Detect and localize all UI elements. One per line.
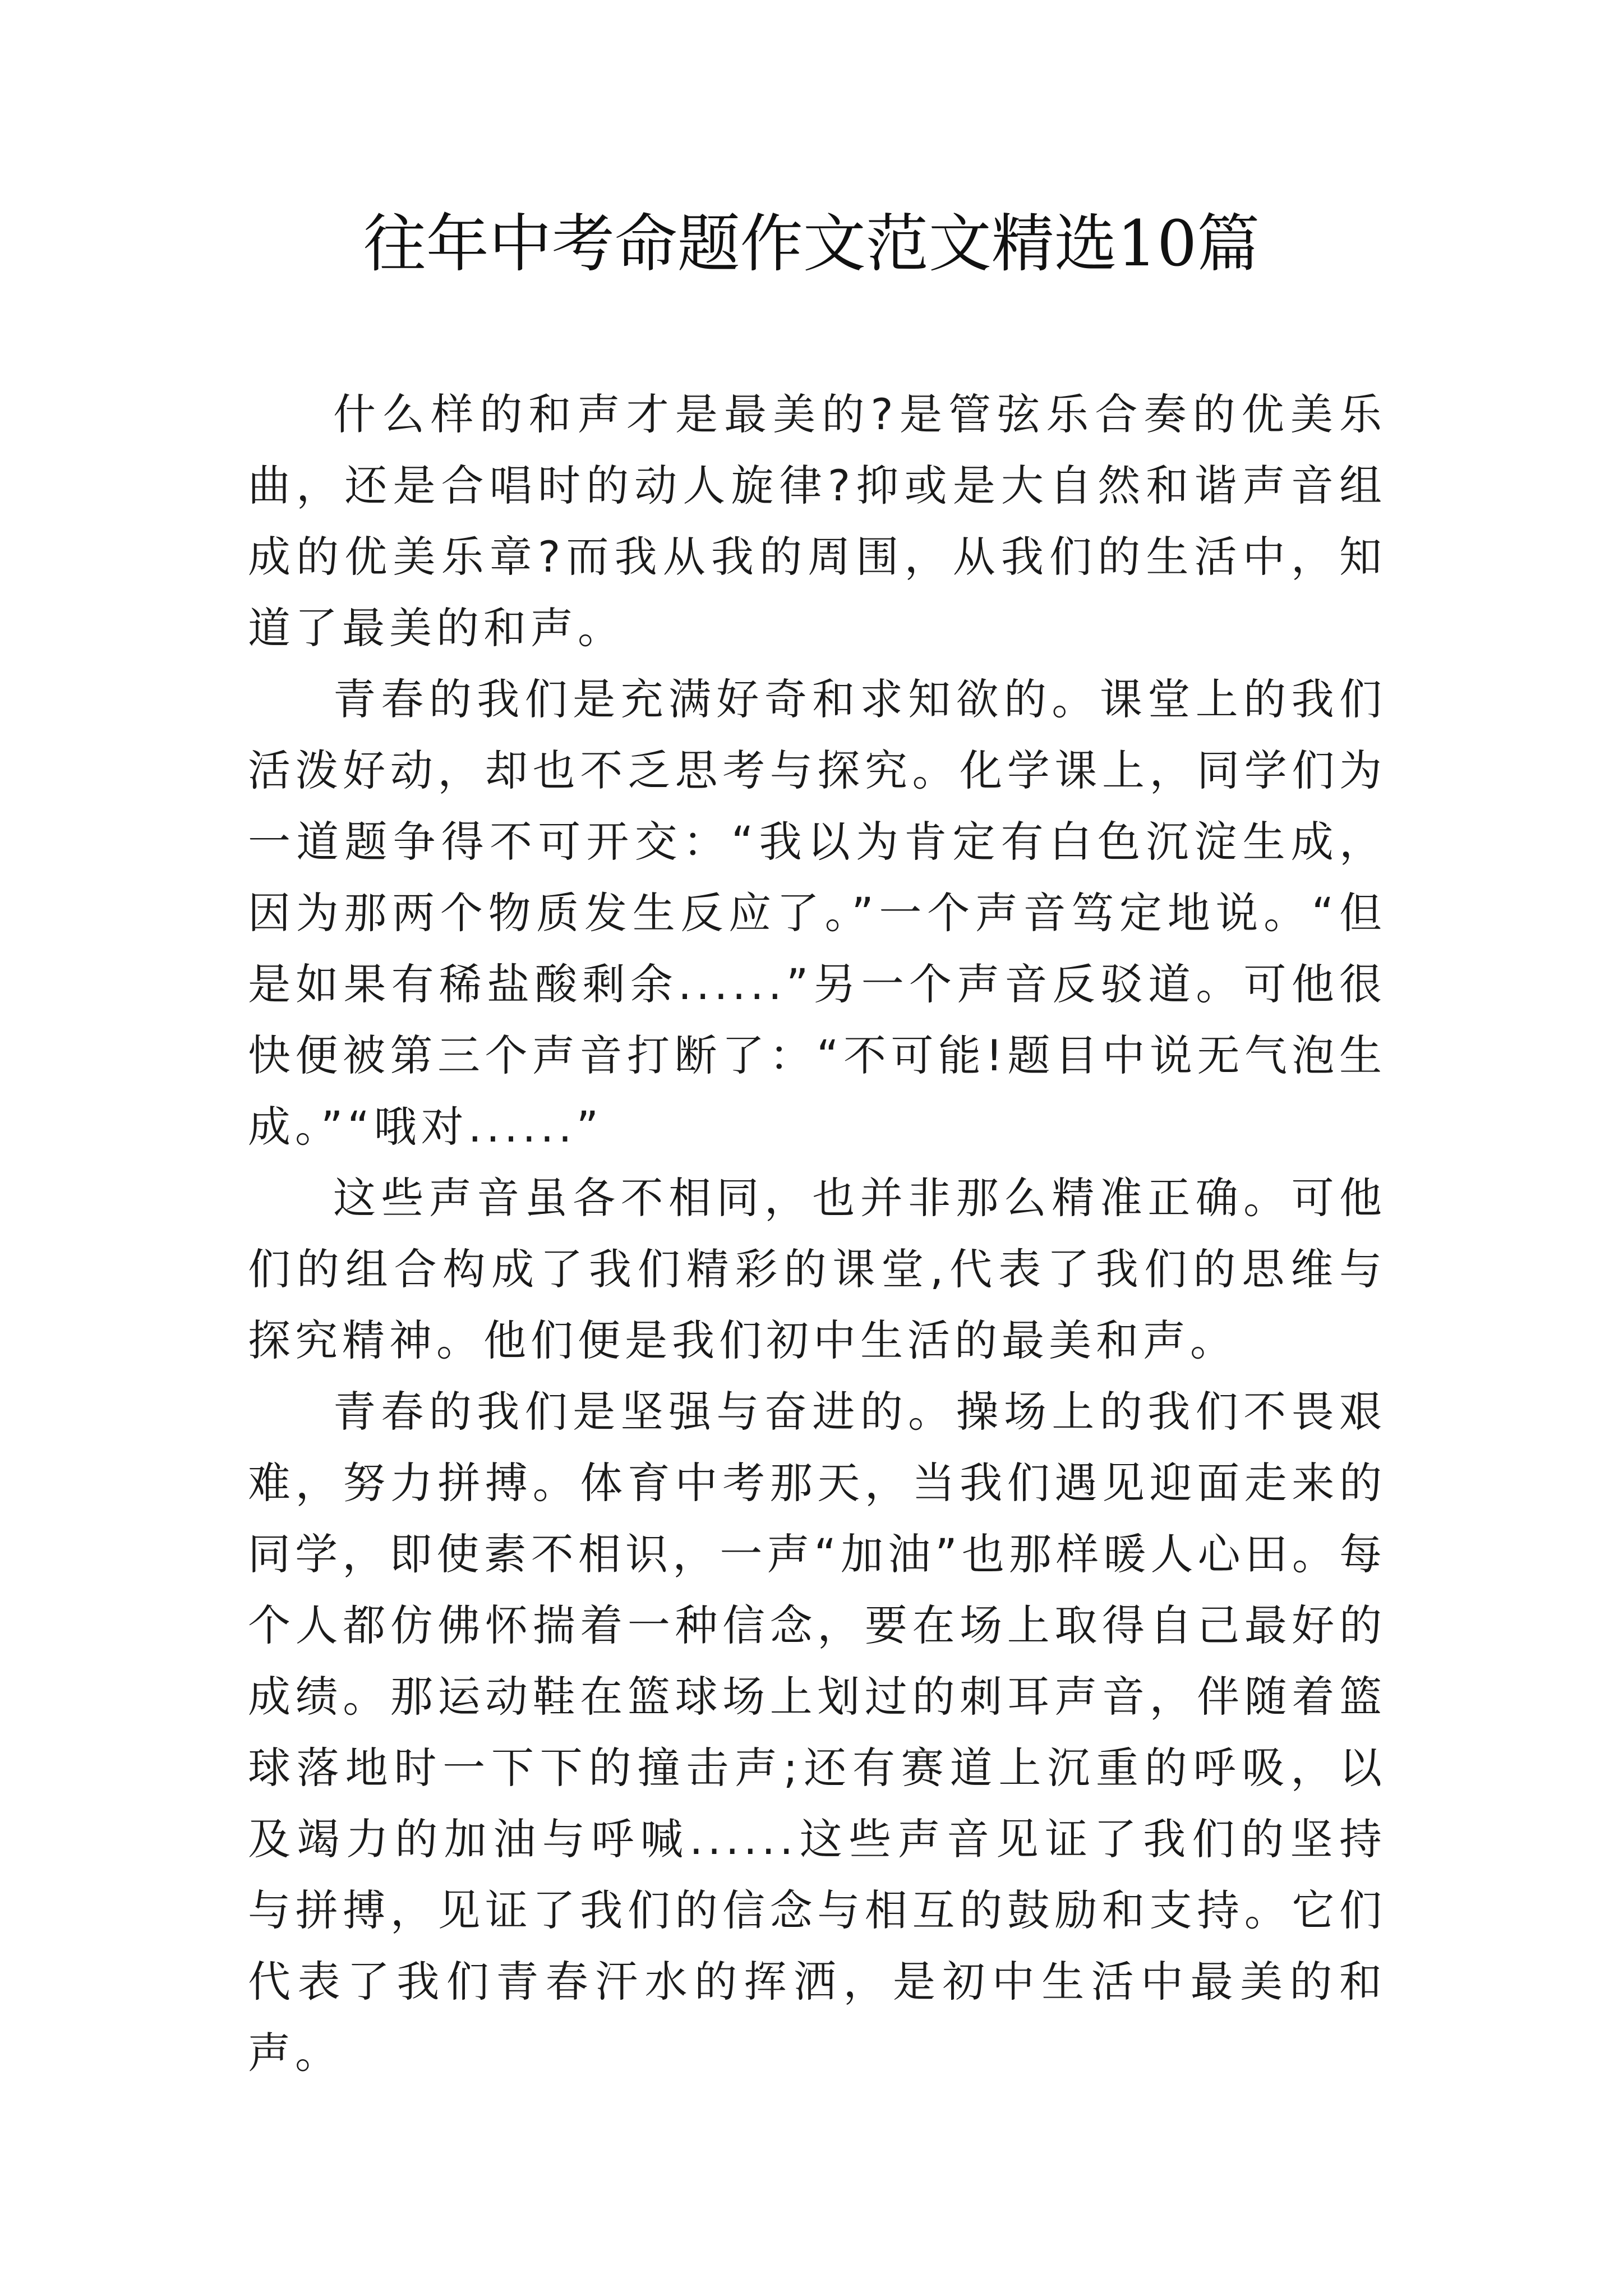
paragraph-4: 青春的我们是坚强与奋进的。操场上的我们不畏艰难，努力拼搏。体育中考那天，当我们遇见迎面走来的同学，即使素不相识，一声“加油”也那样暖人心田。每个人都仿佛怀揣着一种信念，要在场上取得自己最好的成绩。那运动鞋在篮球场上划过的刺耳声音，伴随着篮球落地时一下下的撞击声;还有赛道上沉重的呼吸，以及竭力的加油与呼喊......这些声音见证了我们的坚持与拼搏，见证了我们的信念与相互的鼓励和支持。它们代表了我们青春汗水的挥洒，是初中生活中最美的和声。 bbox=[248, 1387, 1386, 2078]
paragraph-3: 这些声音虽各不相同，也并非那么精准正确。可他们的组合构成了我们精彩的课堂,代表了我们的思维与探究精神。他们便是我们初中生活的最美和声。 bbox=[248, 1173, 1386, 1365]
paragraph-1: 什么样的和声才是最美的?是管弦乐合奏的优美乐曲，还是合唱时的动人旋律?抑或是大自然和谐声音组成的优美乐章?而我从我的周围，从我们的生活中，知道了最美的和声。 bbox=[248, 389, 1386, 653]
document-title: 往年中考命题作文范文精选10篇 bbox=[363, 208, 1260, 280]
document-body bbox=[248, 379, 1386, 2088]
paragraph-2: 青春的我们是充满好奇和求知欲的。课堂上的我们活泼好动，却也不乏思考与探究。化学课上，同学们为一道题争得不可开交：“我以为肯定有白色沉淀生成，因为那两个物质发生反应了。”一个声音笃定地说。“但是如果有稀盐酸剩余......”另一个声音反驳道。可他很快便被第三个声音打断了：“不可能!题目中说无气泡生成。”“哦对......” bbox=[248, 674, 1386, 1152]
